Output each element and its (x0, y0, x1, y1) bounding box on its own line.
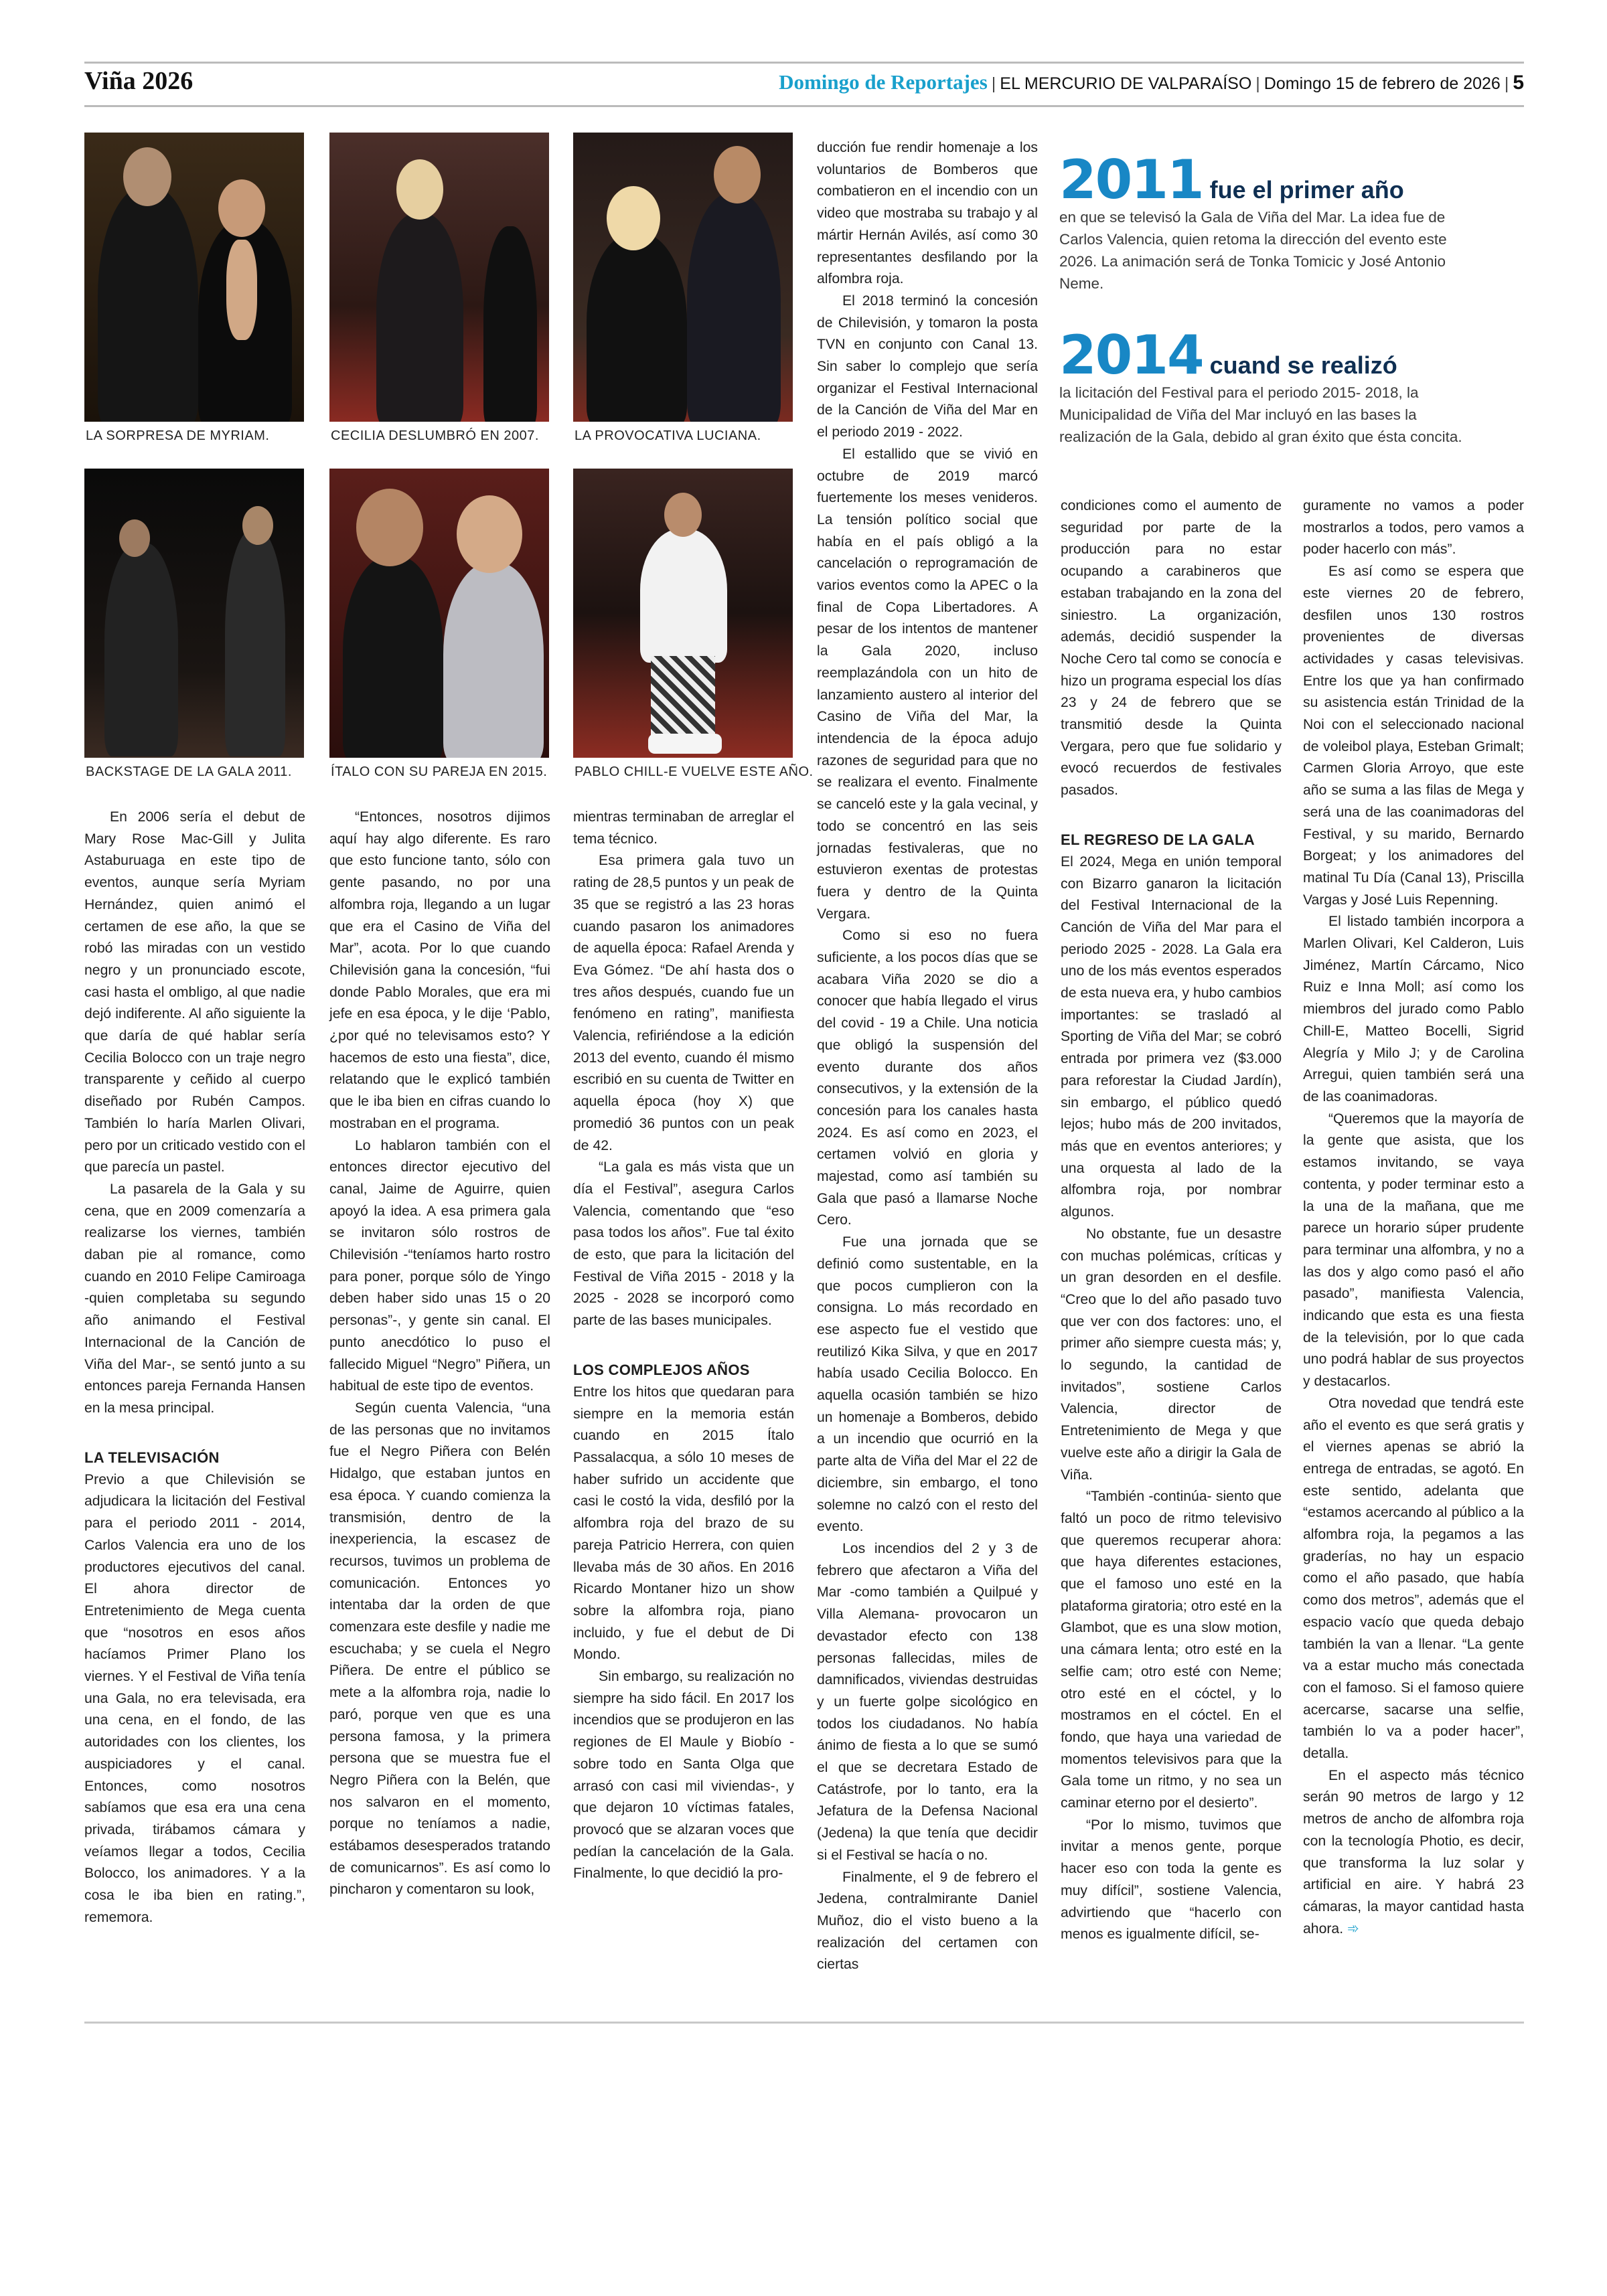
subheading: LOS COMPLEJOS AÑOS (573, 1361, 750, 1378)
photo-caption: LA PROVOCATIVA LUCIANA. (575, 428, 761, 443)
page-header (84, 62, 1524, 107)
paragraph: Sin embargo, su realización no siempre ha sido fácil. En 2017 los incendios que se produjeron en las regiones de El Maule y Biobío -sobre todo en Santa Olga que arrasó con casi mil viviendas-, y que dejaron 10 víctimas fatales, provocó que se alzaran voces que pedían la cancelación de la Gala. Finalmente, lo que decidió la pro- (573, 1669, 794, 1882)
subheading: LA TELEVISACIÓN (84, 1449, 220, 1466)
section-title: Viña 2026 (84, 67, 194, 95)
photo-caption: LA SORPRESA DE MYRIAM. (86, 428, 270, 443)
paragraph: El 2018 terminó la concesión de Chilevisión, y tomaron la posta TVN en conjunto con Canal 13. Sin saber lo complejo que sería organizar el Festival Internacional de la Canción de Viña del Mar en el periodo 2019 - 2022. (817, 293, 1038, 440)
paragraph: ducción fue rendir homenaje a los voluntarios de Bomberos que combatieron en el incendio con un video que mostraba su trabajo y al mártir Hernán Avilés, así como 30 representantes desfilando por la alfombra roja. (817, 140, 1038, 287)
paragraph: Finalmente, el 9 de febrero el Jedena, contralmirante Daniel Muñoz, dio el visto bueno a la realización del certamen con ciertas (817, 1869, 1038, 1973)
paragraph-text: En el aspecto más técnico serán 90 metros de largo y 12 metros de ancho de alfombra roja con la tecnología Photio, es decir, que transforma la luz solar y artificial en aire. Y habrá 23 cámaras, la mayor cantidad hasta ahora. (1303, 1767, 1524, 1937)
paragraph: “También -continúa- siento que faltó un poco de ritmo televisivo que queremos recuperar ahora: que haya diferentes estaciones, que el famoso uno esté en la plataforma giratoria; otro esté en la Glambot, que es una slow motion, una cámara lenta; otro esté en la selfie cam; otro esté con Neme; otro esté en el cóctel, y lo mostramos en el cóctel. En el fondo, que haya una variedad de momentos televisivos para que la Gala tome un ritmo, y no sea un caminar eterno por el desierto”. (1061, 1489, 1282, 1811)
fact-2014 (1059, 324, 1488, 448)
fact-year: 2014 (1059, 324, 1203, 386)
article-column-2 (329, 807, 550, 1901)
supplement-name: Domingo de Reportajes (779, 70, 988, 94)
paragraph: “Por lo mismo, tuvimos que invitar a menos gente, porque hacer eso con toda la gente es muy difícil”, sostiene Valencia, advirtiendo que “hacerlo con menos es igualmente difícil, se- (1061, 1817, 1282, 1943)
paragraph: “Queremos que la mayoría de la gente que asista, que los estamos invitando, se vaya contenta, y poder terminar esto a la una de la mañana, que me parece un horario súper prudente para terminar una alfombra, y no a las dos y algo como pasó el año pasado”, manifiesta Valencia, indicando que esta es una fiesta de la televisión, por lo que cada uno podrá hablar de sus proyectos y destacarlos. (1303, 1111, 1524, 1390)
newspaper-name: EL MERCURIO DE VALPARAÍSO (1000, 74, 1252, 93)
paragraph: Los incendios del 2 y 3 de febrero que afectaron a Viña del Mar -como también a Quilpué y Villa Alemana- provocaron un devastador efecto con 138 personas fallecidas, miles de damnificados, viviendas destruidas y un fuerte golpe sicológico en todos los ciudadanos. No había ánimo de fiesta a lo que se sumó el que se decretara Estado de Catástrofe, por lo tanto, era la Jefatura de la Defensa Nacional (Jedena) la que tenía que decidir si el Festival se hacía o no. (817, 1541, 1038, 1863)
article-column-3 (573, 807, 794, 1885)
photo-caption: CECILIA DESLUMBRÓ EN 2007. (331, 428, 539, 443)
paragraph: condiciones como el aumento de seguridad por parte de la producción para no estar ocupando a carabineros que estaban trabajando en la zona del siniestro. La organización, además, decidió suspender la Noche Cero tal como se conocía e hizo un programa especial los días 23 y 24 de febrero que se transmitió desde la Quinta Vergara, pero que fue solidario y evocó recuerdos de festivales pasados. (1061, 498, 1282, 799)
paragraph: Entre los hitos que quedaran para siempre en la memoria están cuando en 2015 Ítalo Passalacqua, a sólo 10 meses de haber sufrido un accidente que casi le costó la vida, desfiló por la alfombra roja del brazo de su pareja Patricio Herrera, con quien llevaba más de 30 años. En 2016 Ricardo Montaner hizo un show sobre la alfombra roja, piano incluido, y fue el debut de Di Mondo. (573, 1384, 794, 1663)
paragraph: Otra novedad que tendrá este año el evento es que será gratis y el viernes apenas se abrió la entrega de entradas, se agotó. En este sentido, adelanta que “estamos acercando al público a la alfombra roja, la pegamos a las graderías, no hay un espacio como el año pasado, que había como dos metros”, además que el espacio vacío que queda debajo también la van a llenar. “La gente va a estar mucho más conectada con el famoso. Si el famoso quiere acercarse, sacarse una selfie, también lo va a poder hacer”, detalla. (1303, 1395, 1524, 1762)
paragraph: Esa primera gala tuvo un rating de 28,5 puntos y un peak de 35 que se registró a las 23 horas cuando pasaron los animadores de aquella época: Rafael Arenda y Eva Gómez. “De ahí hasta dos o tres años después, cuando fue un fenómeno en rating”, manifiesta Valencia, refiriéndose a la edición 2013 del evento, cuando él mismo escribió en su cuenta de Twitter en aquella época (hoy X) que promedió 36 puntos con un peak de 42. (573, 853, 794, 1153)
article-column-1 (84, 807, 305, 1929)
paragraph: Fue una jornada que se definió como sustentable, en la que pocos cumplieron con la consigna. Lo más recordado en ese aspecto fue el vestido que reutilizó Kika Silva, y que en 2017 había usado Cecilia Bolocco. En aquella ocasión también se hizo un homenaje a Bomberos, debido a un incendio que ocurrió en la parte alta de Viña del Mar el 22 de diciembre, sin embargo, el tono solemne no calzó con el resto del evento. (817, 1234, 1038, 1535)
article-column-5 (1061, 495, 1282, 1946)
fact-text: la licitación del Festival para el periodo 2015- 2018, la Municipalidad de Viña del Mar incluyó en las bases la realización de la Gala, debido al gran éxito que ésta concita. (1059, 384, 1462, 445)
paragraph: “Entonces, nosotros dijimos aquí hay algo diferente. Es raro que esto funcione tanto, sólo con gente pasando, no por una alfombra roja, llegando a un lugar que era el Casino de Viña del Mar”, acota. Por lo que cuando Chilevisión gana la concesión, “fui donde Pablo Morales, que era mi jefe en esa época, y le dije ‘Pablo, ¿por qué no televisamos esto? Y hacemos de esto una fiesta”, dice, relatando que le explicó también que le iba bien en cifras cuando lo mostraban en el programa. (329, 809, 550, 1131)
paragraph: Es así como se espera que este viernes 20 de febrero, desfilen unos 130 rostros provenientes de diversas actividades y casas televisivas. Entre los que ya han confirmado su asistencia están Trinidad de la Noi con el seleccionado nacional de voleibol playa, Esteban Grimalt; Carmen Gloria Arroyo, que este año se suma a las filas de Mega y será una de las coanimadoras del Festival, y su marido, Bernardo Borgeat; y los animadores del matinal Tu Día (Canal 13), Priscilla Vargas y José Luis Repenning. (1303, 564, 1524, 908)
subheading: EL REGRESO DE LA GALA (1061, 831, 1255, 848)
photo-backstage-2011 (84, 469, 304, 758)
photo-cecilia (329, 133, 549, 422)
photo-pablo-chill-e (573, 469, 793, 758)
paragraph: Previo a que Chilevisión se adjudicara la licitación del Festival para el periodo 2011 - 2014, Carlos Valencia era uno de los productores ejecutivos del canal. El ahora director de Entretenimiento de Mega cuenta que “nosotros en esos años hacíamos Primer Plano los viernes. Y el Festival de Viña tenía una Gala, no era televisada, era una cena, en el fondo, de las autoridades con los clientes, los auspiciadores y el canal. Entonces, como nosotros sabíamos que esa era una cena privada, tirábamos cámara y veíamos llegar a todos, Cecilia Bolocco, los animadores. Y a la cosa le iba bien en rating.”, rememora. (84, 1471, 305, 1925)
photo-myriam (84, 133, 304, 422)
masthead: Domingo de Reportajes | EL MERCURIO DE VALPARAÍSO | Domingo 15 de febrero de 2026 | 5 (779, 70, 1524, 94)
photo-italo (329, 469, 549, 758)
paragraph: No obstante, fue un desastre con muchas polémicas, críticas y un gran desorden en el desfile. “Creo que lo del año pasado tuvo que ver con dos factores: uno, el primer año siempre cuesta más; y, lo segundo, la cantidad de invitados”, sostiene Carlos Valencia, director de Entretenimiento de Mega y que vuelve este año a dirigir la Gala de Viña. (1061, 1226, 1282, 1483)
photo-caption: ÍTALO CON SU PAREJA EN 2015. (331, 764, 548, 779)
page-number: 5 (1513, 72, 1524, 94)
photo-caption: BACKSTAGE DE LA GALA 2011. (86, 764, 292, 779)
fact-text: en que se televisó la Gala de Viña del Mar. La idea fue de Carlos Valencia, quien retoma la dirección del evento este 2026. La animación será de Tonka Tomicic y José Antonio Neme. (1059, 209, 1447, 292)
paragraph: Según cuenta Valencia, “una de las personas que no invitamos fue el Negro Piñera con Belén Hidalgo, que estaban juntos en esa época. Y cuando comienza la transmisión, dentro de la inexperiencia, la escasez de recursos, tuvimos un problema de comunicación. Entonces yo intentaba dar la orden de que comenzara este desfile y nadie me escuchaba; y se cuela el Negro Piñera. De entre el público se mete a la alfombra roja, nadie lo paró, porque ven que es una persona famosa, y la primera persona que se muestra fue el Negro Piñera con la Belén, que nos salvaron en el momento, porque no teníamos a nadie, estábamos desesperados tratando de comunicarnos”. Es así como lo pincharon y comentaron su look, (329, 1400, 550, 1898)
paragraph: guramente no vamos a poder mostrarlos a todos, pero vamos a poder hacerlo con más”. (1303, 498, 1524, 558)
paragraph: “La gala es más vista que un día el Festival”, asegura Carlos Valencia, comentando que “eso pasa todos los años”. Fue tal éxito de esto, que para la licitación del Festival de Viña 2015 - 2018 y la 2025 - 2028 se incorporó como parte de las bases municipales. (573, 1159, 794, 1329)
issue-date: Domingo 15 de febrero de 2026 (1264, 74, 1501, 93)
bottom-divider (84, 2022, 1524, 2024)
paragraph: Lo hablaron también con el entonces director ejecutivo del canal, Jaime de Aguirre, quien apoyó la idea. A esa primera gala se invitaron sólo rostros de Chilevisión -“teníamos harto rostro para poner, porque sólo de Yingo deben haber sido unas 15 o 20 personas”-, y gente sin canal. El punto anecdótico lo puso el fallecido Miguel “Negro” Piñera, un habitual de este tipo de eventos. (329, 1137, 550, 1394)
paragraph: mientras terminaban de arreglar el tema técnico. (573, 809, 794, 847)
paragraph: El estallido que se vivió en octubre de 2019 marcó fuertemente los meses venideros. La tensión político social que había en el país obligó a la cancelación o reprogramación de varios eventos como la APEC o la final de Copa Libertadores. A pesar de los intentos de mantener la Gala 2020, incluso reemplazándola con un hito de lanzamiento austero al interior del Casino de Viña del Mar, la intendencia de la época adujo razones de seguridad para que no se realizara el evento. Finalmente se canceló este y la gala vecinal, y todo se concentró en las seis jornadas festivaleras, que no estuvieron exentas de protestas fuera y dentro de la Quinta Vergara. (817, 446, 1038, 922)
article-column-4 (817, 137, 1038, 1976)
fact-headline: cuand se realizó (1209, 351, 1397, 379)
fact-headline: fue el primer año (1209, 176, 1404, 203)
paragraph: La pasarela de la Gala y su cena, que en 2009 comenzaría a realizarse los viernes, también daban pie al romance, como cuando en 2010 Felipe Camiroaga -quien completaba su segundo año animando el Festival Internacional de la Canción de Viña del Mar-, se sentó junto a su entonces pareja Fernanda Hansen en la mesa principal. (84, 1181, 305, 1416)
photo-caption: PABLO CHILL-E VUELVE ESTE AÑO. (575, 764, 814, 779)
photo-luciana (573, 133, 793, 422)
paragraph: En 2006 sería el debut de Mary Rose Mac-Gill y Julita Astaburuaga en este tipo de eventos, aunque sería Myriam Hernández, quien animó el certamen de ese año, la que se robó las miradas con un vestido negro y un pronunciado escote, casi hasta el ombligo, al que nadie dejó indiferente. Al año siguiente la que daría de qué hablar sería Cecilia Bolocco con un traje negro transparente y ceñido al cuerpo diseñado por Rubén Campos. También lo haría Marlen Olivari, pero por un criticado vestido con el que parecía un pastel. (84, 809, 305, 1175)
fact-year: 2011 (1059, 149, 1203, 211)
paragraph: Como si eso no fuera suficiente, a los pocos días que se acabara Viña 2020 se dio a conocer que había llegado el virus del covid - 19 a Chile. Una noticia que obligó la suspensión del evento durante dos años consecutivos, y la extensión de la concesión para los canales hasta 2024. Es así como en 2023, el certamen volvió en gloria y majestad, como así también su Gala que pasó a llamarse Noche Cero. (817, 928, 1038, 1228)
continue-arrow-icon: ➾ (1347, 1920, 1359, 1937)
fact-2011 (1059, 149, 1488, 295)
paragraph: El listado también incorpora a Marlen Olivari, Kel Calderon, Luis Jiménez, Martín Cárcamo, Nico Ruiz e Inna Moll; así como los miembros del jurado como Pablo Chill-E, Matteo Bocelli, Sigrid Alegría y Milo J; y de Carolina Arregui, quien también será una de las coanimadoras. (1303, 914, 1524, 1104)
paragraph (1303, 1765, 1524, 1941)
paragraph: El 2024, Mega en unión temporal con Bizarro ganaron la licitación del Festival Internacional de la Canción de Viña del Mar para el periodo 2025 - 2028. La Gala era uno de los más eventos esperados de esta nueva era, y hubo cambios importantes: se trasladó al Sporting de Viña del Mar; se cobró entrada por primera vez ($3.000 para reforestar la Ciudad Jardín), sin embargo, el público quedó lejos; hubo más de 200 invitados, más que en eventos anteriores; y una orquesta al lado de la alfombra roja, por nombrar algunos. (1061, 853, 1282, 1220)
article-column-6 (1303, 495, 1524, 1940)
